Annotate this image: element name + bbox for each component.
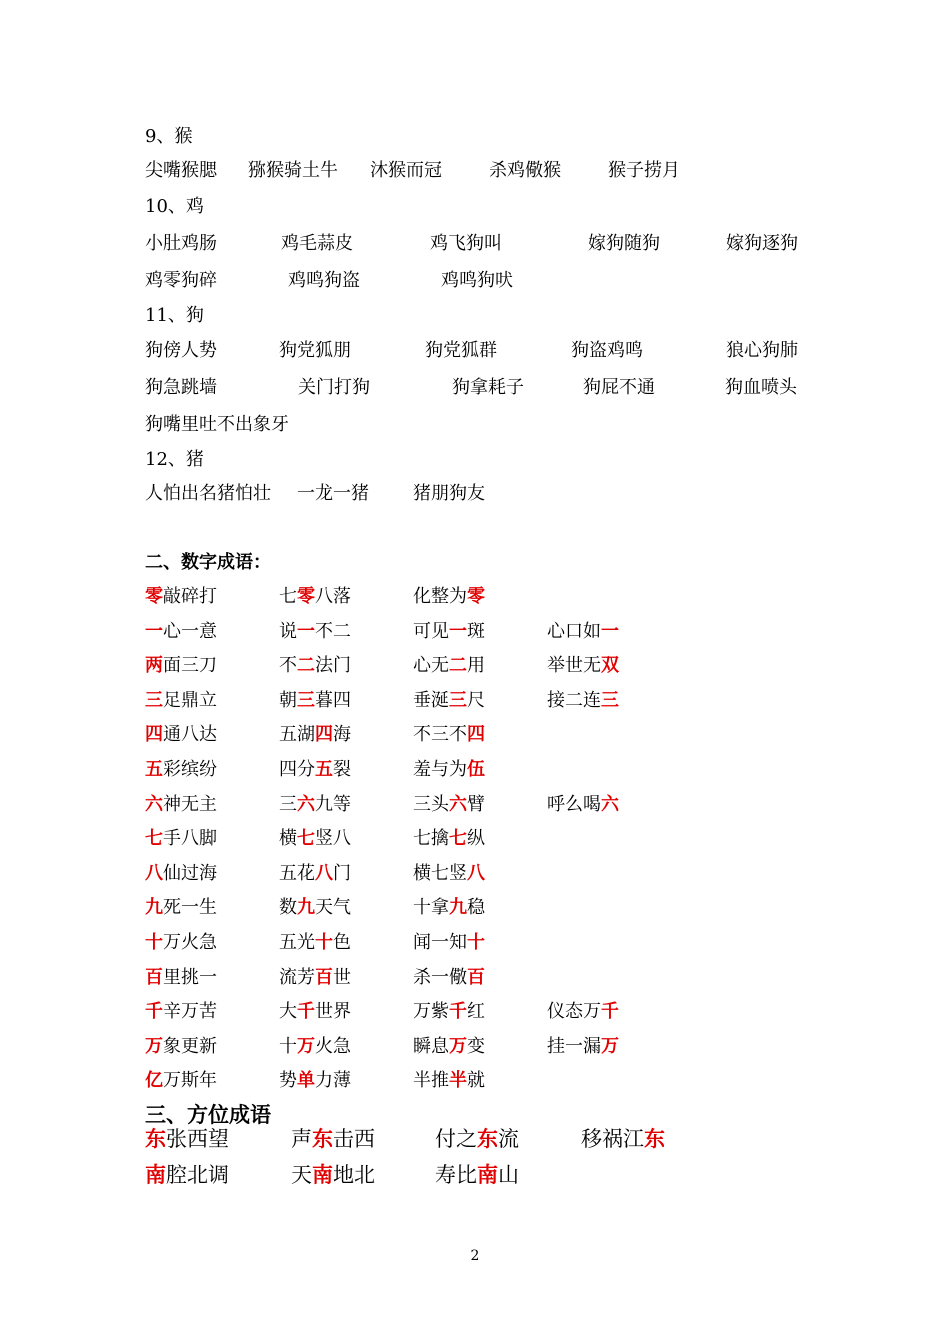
highlighted-character: 东 [145,1126,166,1151]
highlighted-character: 五 [145,759,163,780]
idiom-text: 世 [333,966,351,988]
section-heading: 二、数字成语： [145,552,271,573]
idiom-text: 死一生 [163,897,217,919]
idiom: 猕猴骑土牛 [248,160,338,181]
highlighted-character: 南 [145,1162,166,1187]
idiom [435,1127,519,1151]
highlighted-character: 六 [145,793,163,815]
idiom [145,793,217,817]
idiom [145,1127,229,1151]
idiom-text: 垂涎 [413,689,449,711]
idiom [413,827,485,851]
idiom-text: 羞与为 [413,759,467,780]
idiom [145,620,217,644]
idiom [279,585,351,609]
highlighted-character: 八 [467,862,485,884]
idiom [435,1163,519,1187]
highlighted-character: 六 [601,793,619,815]
idiom-text: 移祸江 [581,1127,644,1151]
idiom-text: 山 [498,1163,519,1187]
idiom-text: 不三不 [413,724,467,746]
idiom-text: 万斯年 [163,1070,217,1092]
idiom-text: 纵 [467,828,485,850]
highlighted-character: 三 [145,689,163,711]
idiom-text: 心口如 [547,620,601,642]
idiom-text: 不 [279,655,297,677]
idiom [413,1000,485,1024]
idiom [413,620,485,644]
idiom-text: 力薄 [315,1070,351,1092]
highlighted-character: 半 [449,1070,467,1092]
idiom [291,1163,375,1187]
idiom: 鸡鸣狗盗 [288,270,360,291]
highlighted-character: 东 [644,1126,665,1151]
idiom [145,585,217,609]
section-heading: 10、鸡 [145,196,204,217]
idiom [547,689,619,713]
idiom-text: 杀一儆 [413,966,467,988]
highlighted-character: 七 [449,828,467,850]
highlighted-character: 三 [449,689,467,711]
highlighted-character: 东 [312,1126,333,1151]
idiom-text: 腔北调 [166,1163,229,1187]
idiom: 鸡飞狗叫 [430,233,502,254]
idiom-text: 世界 [315,1001,351,1023]
idiom [145,966,217,990]
idiom-text: 象更新 [163,1035,217,1057]
highlighted-character: 九 [449,897,467,919]
idiom-text: 仙过海 [163,862,217,884]
idiom: 狗急跳墙 [145,377,217,398]
highlighted-character: 千 [145,1001,163,1023]
idiom-text: 神无主 [163,793,217,815]
idiom-text: 说 [279,620,297,642]
highlighted-character: 千 [297,1001,315,1023]
idiom-text: 通八达 [163,724,217,746]
idiom: 鸡鸣狗吠 [441,270,513,291]
idiom [547,620,619,644]
highlighted-character: 万 [145,1035,163,1057]
idiom: 小肚鸡肠 [145,233,217,254]
idiom-text: 地北 [333,1163,375,1187]
highlighted-character: 一 [145,620,163,642]
highlighted-character: 十 [315,932,333,953]
idiom-text: 势 [279,1070,297,1092]
idiom: 嫁狗逐狗 [726,233,798,254]
idiom-text: 朝 [279,689,297,711]
idiom [413,758,485,782]
idiom: 嫁狗随狗 [588,233,660,254]
idiom [145,689,217,713]
idiom [279,689,351,713]
idiom [413,793,485,817]
idiom-text: 门 [333,862,351,884]
idiom [279,1035,351,1059]
highlighted-character: 万 [449,1035,467,1057]
idiom [145,758,217,782]
idiom [413,966,485,990]
highlighted-character: 零 [297,586,315,607]
highlighted-character: 十 [467,932,485,953]
highlighted-character: 九 [297,897,315,919]
highlighted-character: 万 [601,1035,619,1057]
highlighted-character: 亿 [145,1070,163,1092]
highlighted-character: 万 [297,1035,315,1057]
highlighted-character: 五 [315,759,333,780]
idiom: 鸡零狗碎 [145,270,217,291]
highlighted-character: 九 [145,897,163,919]
idiom [145,1035,217,1059]
idiom-text: 寿比 [435,1163,477,1187]
idiom: 狗血喷头 [725,377,797,398]
idiom [279,793,351,817]
idiom [547,793,619,817]
idiom-text: 法门 [315,655,351,677]
highlighted-character: 南 [312,1162,333,1187]
highlighted-character: 一 [449,620,467,642]
idiom-text: 敲碎打 [163,586,217,607]
idiom-text: 化整为 [413,586,467,607]
idiom-text: 辛万苦 [163,1001,217,1023]
idiom [413,689,485,713]
highlighted-character: 三 [297,689,315,711]
highlighted-character: 二 [449,655,467,677]
idiom [413,585,485,609]
idiom-text: 横 [279,828,297,850]
highlighted-character: 东 [477,1126,498,1151]
highlighted-character: 四 [467,724,485,746]
highlighted-character: 百 [145,966,163,988]
idiom-text: 就 [467,1070,485,1092]
idiom [279,931,351,955]
idiom [413,723,485,747]
idiom-text: 面三刀 [163,655,217,677]
page-number: 2 [470,1248,480,1264]
idiom: 猴子捞月 [608,160,680,181]
idiom-text: 十拿 [413,897,449,919]
highlighted-character: 百 [467,966,485,988]
idiom-text: 彩缤纷 [163,759,217,780]
idiom: 沐猴而冠 [370,160,442,181]
idiom-text: 大 [279,1001,297,1023]
idiom-text: 不二 [315,620,351,642]
idiom: 一龙一猪 [297,483,369,504]
idiom-text: 接二连 [547,689,601,711]
highlighted-character: 千 [449,1001,467,1023]
idiom-text: 七 [279,586,297,607]
section-heading: 三、方位成语 [145,1102,271,1127]
highlighted-character: 十 [145,932,163,953]
idiom [279,827,351,851]
idiom-text: 裂 [333,759,351,780]
highlighted-character: 伍 [467,759,485,780]
idiom-text: 数 [279,897,297,919]
idiom: 鸡毛蒜皮 [281,233,353,254]
idiom [279,758,351,782]
idiom [547,1035,619,1059]
highlighted-character: 二 [297,655,315,677]
idiom-text: 竖八 [315,828,351,850]
idiom [279,966,351,990]
idiom: 人怕出名猪怕壮 [145,483,271,504]
idiom [413,896,485,920]
idiom: 关门打狗 [298,377,370,398]
idiom-text: 付之 [435,1127,477,1151]
idiom-text: 举世无 [547,655,601,677]
idiom [581,1127,665,1151]
idiom: 狗党狐朋 [279,340,351,361]
idiom-text: 火急 [315,1035,351,1057]
idiom [279,620,351,644]
idiom [547,654,619,678]
idiom: 狗拿耗子 [452,377,524,398]
idiom-text: 色 [333,932,351,953]
idiom-text: 张西望 [166,1127,229,1151]
idiom-text: 击西 [333,1127,375,1151]
highlighted-character: 单 [297,1070,315,1092]
idiom: 狗嘴里吐不出象牙 [145,414,289,435]
idiom-text: 心一意 [163,620,217,642]
idiom-text: 红 [467,1001,485,1023]
idiom-text: 手八脚 [163,828,217,850]
highlighted-character: 七 [145,828,163,850]
idiom: 狗屁不通 [583,377,655,398]
idiom: 杀鸡儆猴 [489,160,561,181]
idiom-text: 心无 [413,655,449,677]
idiom-text: 可见 [413,620,449,642]
highlighted-character: 零 [467,586,485,607]
idiom [279,896,351,920]
idiom-text: 斑 [467,620,485,642]
idiom-text: 流芳 [279,966,315,988]
idiom-text: 挂一漏 [547,1035,601,1057]
idiom: 狗党狐群 [425,340,497,361]
idiom-text: 尺 [467,689,485,711]
idiom [279,654,351,678]
idiom [145,654,217,678]
section-heading: 12、猪 [145,449,204,470]
idiom [413,931,485,955]
highlighted-character: 三 [601,689,619,711]
idiom-text: 三头 [413,793,449,815]
idiom-text: 九等 [315,793,351,815]
idiom [413,654,485,678]
idiom-text: 里挑一 [163,966,217,988]
idiom [145,896,217,920]
idiom-text: 仪态万 [547,1001,601,1023]
idiom-text: 七擒 [413,828,449,850]
idiom-text: 臂 [467,793,485,815]
section-heading: 11、狗 [145,305,204,326]
idiom-text: 瞬息 [413,1035,449,1057]
idiom-text: 声 [291,1127,312,1151]
idiom: 狗傍人势 [145,340,217,361]
idiom [145,862,217,886]
idiom [279,1069,351,1093]
idiom-text: 十 [279,1035,297,1057]
idiom-text: 横七竖 [413,862,467,884]
idiom [145,1069,217,1093]
idiom-text: 五湖 [279,724,315,746]
highlighted-character: 千 [601,1001,619,1023]
idiom-text: 稳 [467,897,485,919]
idiom: 狗盗鸡鸣 [571,340,643,361]
highlighted-character: 两 [145,655,163,677]
highlighted-character: 南 [477,1162,498,1187]
idiom-text: 万火急 [163,932,217,953]
idiom [279,723,351,747]
highlighted-character: 零 [145,586,163,607]
idiom-text: 半推 [413,1070,449,1092]
idiom: 猪朋狗友 [413,483,485,504]
highlighted-character: 四 [315,724,333,746]
idiom [547,1000,619,1024]
idiom [291,1127,375,1151]
highlighted-character: 七 [297,828,315,850]
highlighted-character: 八 [315,862,333,884]
highlighted-character: 双 [601,655,619,677]
idiom-text: 海 [333,724,351,746]
idiom-text: 四分 [279,759,315,780]
idiom-text: 呼么喝 [547,793,601,815]
idiom: 狼心狗肺 [726,340,798,361]
idiom-text: 五光 [279,932,315,953]
idiom [413,1069,485,1093]
idiom [413,1035,485,1059]
idiom [279,1000,351,1024]
idiom-text: 用 [467,655,485,677]
idiom-text: 闻一知 [413,932,467,953]
section-heading: 9、猴 [145,126,193,147]
highlighted-character: 六 [449,793,467,815]
idiom-text: 万紫 [413,1001,449,1023]
idiom-text: 天气 [315,897,351,919]
idiom-text: 五花 [279,862,315,884]
idiom [145,723,217,747]
highlighted-character: 四 [145,724,163,746]
idiom [145,1163,229,1187]
idiom [145,827,217,851]
idiom: 尖嘴猴腮 [145,160,217,181]
idiom-text: 暮四 [315,689,351,711]
idiom-text: 流 [498,1127,519,1151]
highlighted-character: 六 [297,793,315,815]
idiom-text: 足鼎立 [163,689,217,711]
highlighted-character: 八 [145,862,163,884]
idiom [279,862,351,886]
idiom-text: 天 [291,1163,312,1187]
idiom [145,1000,217,1024]
highlighted-character: 一 [297,620,315,642]
idiom [413,862,485,886]
idiom-text: 变 [467,1035,485,1057]
idiom-text: 八落 [315,586,351,607]
highlighted-character: 百 [315,966,333,988]
highlighted-character: 一 [601,620,619,642]
idiom [145,931,217,955]
idiom-text: 三 [279,793,297,815]
